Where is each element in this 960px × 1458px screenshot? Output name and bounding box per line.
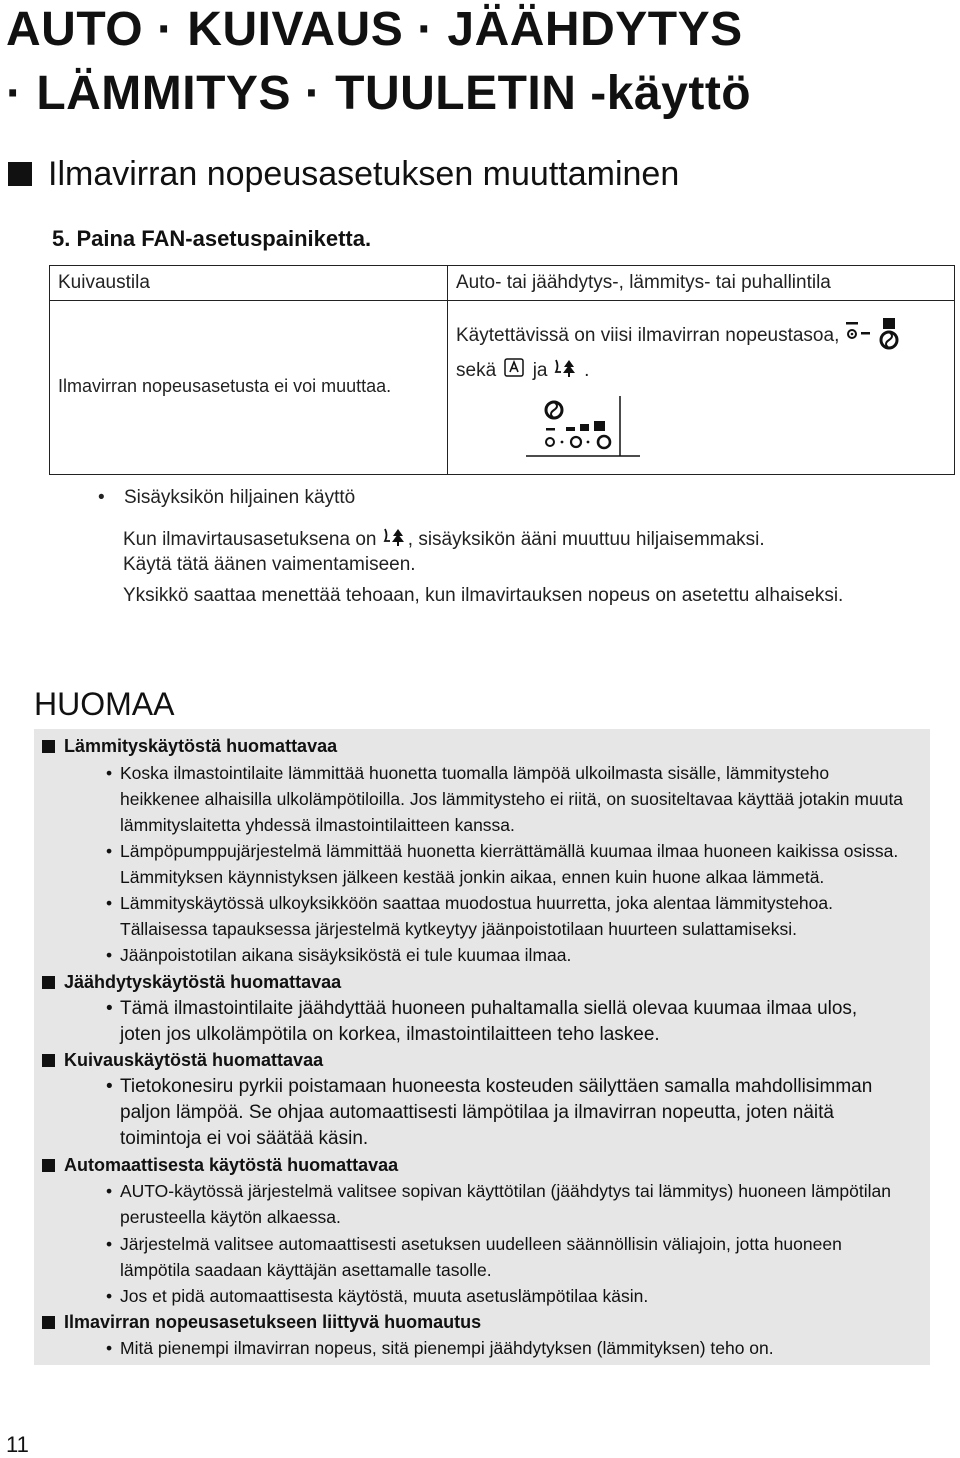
bullet: •	[106, 763, 113, 783]
fan-quiet-icon	[553, 357, 579, 385]
note-heading-text: Ilmavirran nopeusasetukseen liittyvä huomautus	[64, 1312, 482, 1332]
note-line: Koska ilmastointilaite lämmittää huonetta tuomalla lämpöä ulkoilmasta sisälle, lämmitysteho	[120, 763, 830, 783]
ja-text: ja	[532, 360, 548, 382]
quiet-line-1	[123, 526, 765, 554]
bullet: •	[106, 1234, 113, 1254]
bullet: •	[106, 1286, 113, 1306]
square-bullet-icon	[42, 1054, 55, 1067]
page-title-line-2: · LÄMMITYS · TUULETIN -käyttö	[6, 67, 752, 120]
note-line: Lämpöpumppujärjestelmä lämmittää huonetta kierrättämällä kuumaa ilmaa huoneen kaikissa osissa.	[120, 841, 899, 861]
note-line: Jos et pidä automaattisesta käytöstä, muuta asetuslämpötilaa käsin.	[120, 1286, 649, 1306]
and-text: sekä	[456, 360, 497, 382]
note-line: lämpötila saadaan käyttäjän asettamalle tasolle.	[120, 1260, 492, 1280]
note-line: paljon lämpöä. Se ohjaa automaattisesti lämpötilaa ja ilmavirran nopeutta, joten näitä	[120, 1102, 834, 1123]
square-bullet-icon	[8, 162, 32, 186]
note-line: Järjestelmä valitsee automaattisesti asetuksen uudelleen säännöllisin väliajoin, jotta huoneen	[120, 1234, 842, 1254]
table-cell-fan-levels-line2	[456, 356, 589, 386]
bullet: •	[98, 487, 105, 508]
note-line: joten jos ulkolämpötila on korkea, ilmastointilaitteen teho laskee.	[120, 1024, 660, 1045]
bullet: •	[106, 998, 113, 1019]
quiet-line-3: Yksikkö saattaa menettää tehoaan, kun ilmavirtauksen nopeus on asetettu alhaiseksi.	[123, 585, 844, 606]
note-line: lämmityslaitetta yhdessä ilmastointilaitteen kanssa.	[120, 815, 515, 835]
bullet: •	[106, 841, 113, 861]
quiet-line-1b: , sisäyksikön ääni muuttuu hiljaisemmaksi.	[407, 529, 765, 551]
note-line: Lämmityskäytössä ulkoyksikköön saattaa muodostua huurretta, joka alentaa lämmitystehoa.	[120, 893, 833, 913]
note-box	[34, 729, 930, 1365]
note-heading-heating	[64, 736, 338, 757]
note-heading-text: Kuivauskäytöstä huomattavaa	[64, 1050, 324, 1070]
square-bullet-icon	[42, 1316, 55, 1329]
table-header-other-modes: Auto- tai jäähdytys-, lämmitys- tai puhallintila	[456, 272, 831, 293]
note-heading-auto	[64, 1155, 399, 1176]
section-heading-text: Ilmavirran nopeusasetuksen muuttaminen	[48, 155, 680, 193]
note-line: Lämmityksen käynnistyksen jälkeen kestää jonkin aikaa, ennen kuin huone alkaa lämmetä.	[120, 867, 825, 887]
quiet-line-1a: Kun ilmavirtausasetuksena on	[123, 529, 377, 551]
note-line: Tämä ilmastointilaite jäähdyttää huoneen puhaltamalla siellä olevaa kuumaa ilmaa ulos,	[120, 998, 858, 1019]
fan-low-to-high-icon	[845, 316, 905, 356]
square-bullet-icon	[42, 740, 55, 753]
quiet-operation-heading	[98, 487, 355, 509]
table-cell-fan-levels-line1	[456, 316, 905, 356]
note-line: heikkenee alhaisilla ulkolämpötiloilla. Jos lämmitysteho ei riitä, on suositeltavaa käyttää jotakin muuta	[120, 789, 904, 809]
fan-auto-icon	[501, 356, 527, 386]
bullet: •	[106, 945, 113, 965]
note-line: toimintoja ei voi säätää käsin.	[120, 1128, 369, 1149]
note-heading-text: Automaattisesta käytöstä huomattavaa	[64, 1155, 399, 1175]
fan-speed-level-diagram	[526, 396, 646, 467]
note-heading-cooling	[64, 972, 342, 993]
note-title: HUOMAA	[34, 686, 175, 722]
period-text: .	[584, 360, 590, 382]
note-line: Mitä pienempi ilmavirran nopeus, sitä pienempi jäähdytyksen (lämmityksen) teho on.	[120, 1338, 774, 1358]
square-bullet-icon	[42, 1159, 55, 1172]
quiet-operation-title: Sisäyksikön hiljainen käyttö	[123, 487, 356, 508]
fan-speed-table	[49, 265, 955, 475]
note-line: AUTO-käytössä järjestelmä valitsee sopivan käyttötilan (jäähdytys tai lämmitys) huoneen lämpötilan	[120, 1181, 891, 1201]
table-header-dry-mode: Kuivaustila	[58, 272, 150, 293]
note-heading-text: Lämmityskäytöstä huomattavaa	[64, 736, 338, 756]
table-cell-dry-mode: Ilmavirran nopeusasetusta ei voi muuttaa.	[58, 376, 392, 396]
step-5: 5. Paina FAN-asetuspainiketta.	[52, 226, 372, 251]
note-line: perusteella käytön alkaessa.	[120, 1207, 341, 1227]
page-title-line-1: AUTO · KUIVAUS · JÄÄHDYTYS	[6, 3, 743, 56]
section-heading	[8, 157, 679, 191]
table-header-divider	[50, 300, 954, 301]
fan-quiet-icon	[382, 526, 408, 554]
note-line: Jäänpoistotilan aikana sisäyksiköstä ei tule kuumaa ilmaa.	[120, 945, 572, 965]
bullet: •	[106, 893, 113, 913]
note-line: Tällaisessa tapauksessa järjestelmä kytkeytyy jäänpoistotilaan huurteen sulattamiseksi.	[120, 919, 797, 939]
page-number: 11	[6, 1432, 29, 1457]
note-heading-text: Jäähdytyskäytöstä huomattavaa	[64, 972, 342, 992]
square-bullet-icon	[42, 976, 55, 989]
note-heading-dry	[64, 1050, 324, 1071]
fan-levels-text: Käytettävissä on viisi ilmavirran nopeustasoa,	[456, 325, 840, 347]
note-heading-fan-speed	[64, 1312, 482, 1333]
bullet: •	[106, 1338, 113, 1358]
bullet: •	[106, 1076, 113, 1097]
table-column-divider	[447, 266, 448, 474]
note-line: Tietokonesiru pyrkii poistamaan huoneesta kosteuden säilyttäen samalla mahdollisimman	[120, 1076, 873, 1097]
quiet-line-2: Käytä tätä äänen vaimentamiseen.	[123, 554, 416, 575]
bullet: •	[106, 1181, 113, 1201]
